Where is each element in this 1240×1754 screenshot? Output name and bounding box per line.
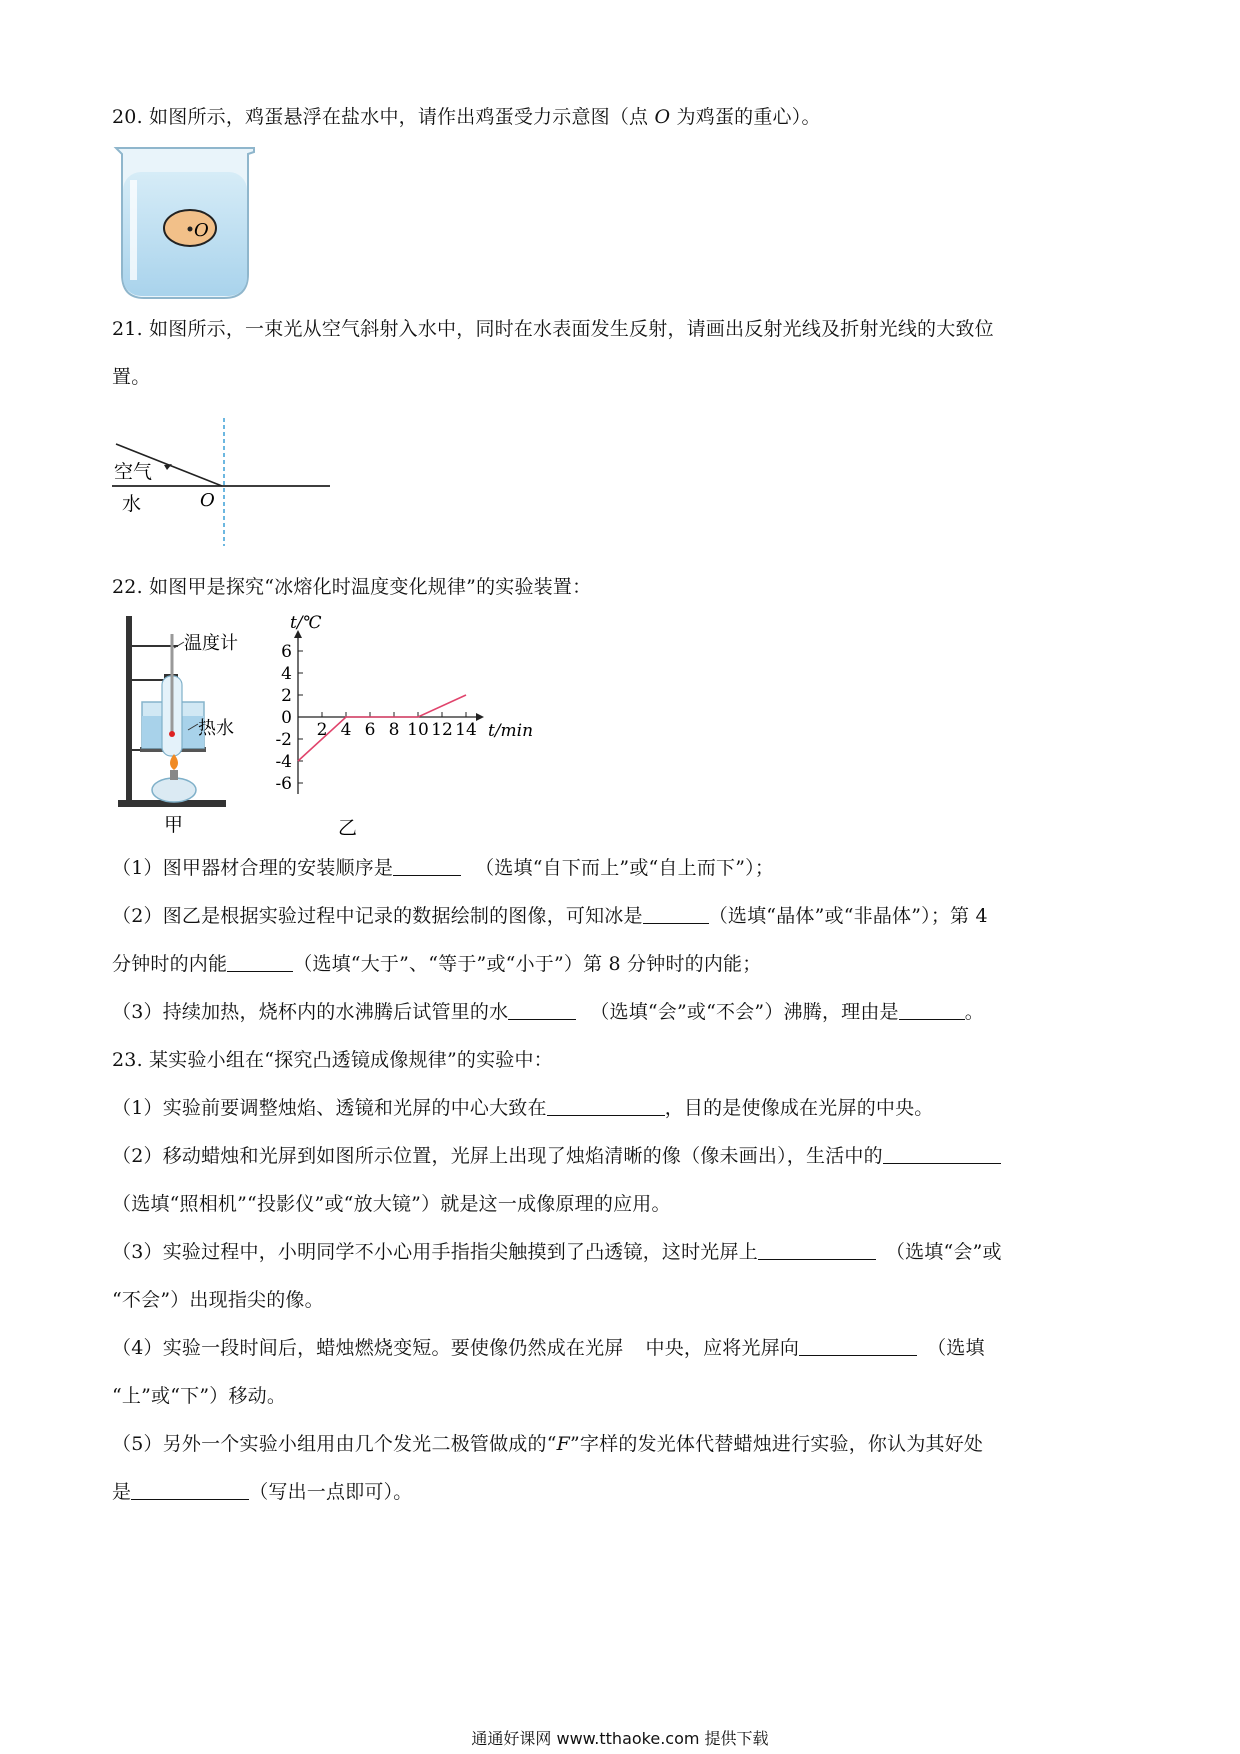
q21-line2: 置。	[112, 366, 151, 388]
q22-intro: 22. 如图甲是探究“冰熔化时温度变化规律”的实验装置：	[112, 576, 592, 598]
egg-point-label: O	[194, 220, 209, 241]
answer-blank-internal-energy[interactable]	[227, 970, 293, 972]
x-tick-label: 12	[431, 720, 453, 740]
y-tick-label: -4	[275, 752, 292, 772]
q23-p2-cont: （选填“照相机”“投影仪”或“放大镜”）就是这一成像原理的应用。	[112, 1193, 671, 1215]
answer-blank-height[interactable]	[547, 1114, 665, 1116]
page-footer: 通通好课网 www.tthaoke.com 提供下载	[471, 1729, 769, 1748]
q23-p4: （4）实验一段时间后，蜡烛燃烧变短。要使像仍然成在光屏 中央，应将光屏向 （选填	[112, 1337, 985, 1359]
x-tick-label: 6	[364, 720, 376, 740]
q23-p4-cont: “上”或“下”）移动。	[112, 1385, 287, 1407]
x-tick-label: 4	[340, 720, 352, 740]
q22-p2: （2）图乙是根据实验过程中记录的数据绘制的图像，可知冰是 （选填“晶体”或“非晶体”）；第 4	[112, 905, 988, 927]
apparatus-figure-jia	[118, 612, 253, 836]
x-tick-label: 2	[316, 720, 328, 740]
hot-water-label: 热水	[198, 718, 234, 739]
y-tick-label: 0	[281, 708, 292, 728]
temperature-time-chart	[262, 612, 534, 839]
x-axis-arrow	[476, 713, 484, 721]
q23-p1: （1）实验前要调整烛焰、透镜和光屏的中心大致在 ，目的是使像成在光屏的中央。	[112, 1097, 934, 1119]
q23-p2: （2）移动蜡烛和光屏到如图所示位置，光屏上出现了烛焰清晰的像（像未画出），生活中的	[112, 1147, 1001, 1166]
air-label: 空气	[114, 461, 153, 483]
q23-p3-cont: “不会”）出现指尖的像。	[112, 1289, 324, 1311]
y-tick-label: -6	[275, 774, 292, 794]
q22-p3: （3）持续加热，烧杯内的水沸腾后试管里的水 （选填“会”或“不会”）沸腾，理由是 。	[112, 1001, 984, 1023]
q20-text: 20. 如图所示，鸡蛋悬浮在盐水中，请作出鸡蛋受力示意图（点 O 为鸡蛋的重心）。	[112, 106, 821, 128]
answer-blank-advantage[interactable]	[131, 1498, 249, 1500]
x-tick-label: 8	[388, 720, 400, 740]
q23-intro: 23. 某实验小组在“探究凸透镜成像规律”的实验中：	[112, 1049, 553, 1071]
q21-line1: 21. 如图所示，一束光从空气斜射入水中，同时在水表面发生反射，请画出反射光线及折射光线的大致位	[112, 318, 994, 340]
q22-p1: （1）图甲器材合理的安装顺序是 （选填“自下而上”或“自上而下”）；	[112, 857, 775, 879]
answer-blank-boil[interactable]	[508, 1018, 576, 1020]
thermometer-label: 温度计	[184, 633, 238, 654]
y-tick-label: 4	[281, 664, 292, 684]
water-label: 水	[122, 493, 142, 515]
y-axis-label: t/℃	[290, 613, 322, 633]
answer-blank-install-order[interactable]	[393, 874, 461, 876]
q23-p5: （5）另外一个实验小组用由几个发光二极管做成的“F”字样的发光体代替蜡烛进行实验，你认为其好处	[112, 1433, 984, 1455]
x-axis-label: t/min	[488, 721, 534, 741]
q23-p5-cont: 是 （写出一点即可）。	[112, 1481, 413, 1503]
caption-jia: 甲	[164, 814, 184, 836]
caption-yi: 乙	[338, 817, 358, 839]
x-tick-label: 14	[455, 720, 477, 740]
q23-p3: （3）实验过程中，小明同学不小心用手指指尖触摸到了凸透镜，这时光屏上 （选填“会”或	[112, 1241, 1002, 1263]
light-refraction-figure	[112, 418, 352, 548]
center-of-gravity-point	[188, 227, 193, 232]
answer-blank-fingertip-image[interactable]	[758, 1258, 876, 1260]
answer-blank-direction[interactable]	[799, 1354, 917, 1356]
answer-blank-application[interactable]	[883, 1162, 1001, 1164]
y-tick-label: 2	[281, 686, 292, 706]
y-tick-label: -2	[275, 730, 292, 750]
y-tick-label: 6	[281, 642, 292, 662]
answer-blank-reason[interactable]	[899, 1018, 965, 1020]
incidence-point-label: O	[200, 490, 215, 511]
q22-p2-cont: 分钟时的内能 （选填“大于”、“等于”或“小于”）第 8 分钟时的内能；	[112, 953, 762, 975]
beaker-egg-figure	[114, 146, 264, 296]
answer-blank-crystal-type[interactable]	[643, 922, 709, 924]
x-tick-label: 10	[407, 720, 429, 740]
